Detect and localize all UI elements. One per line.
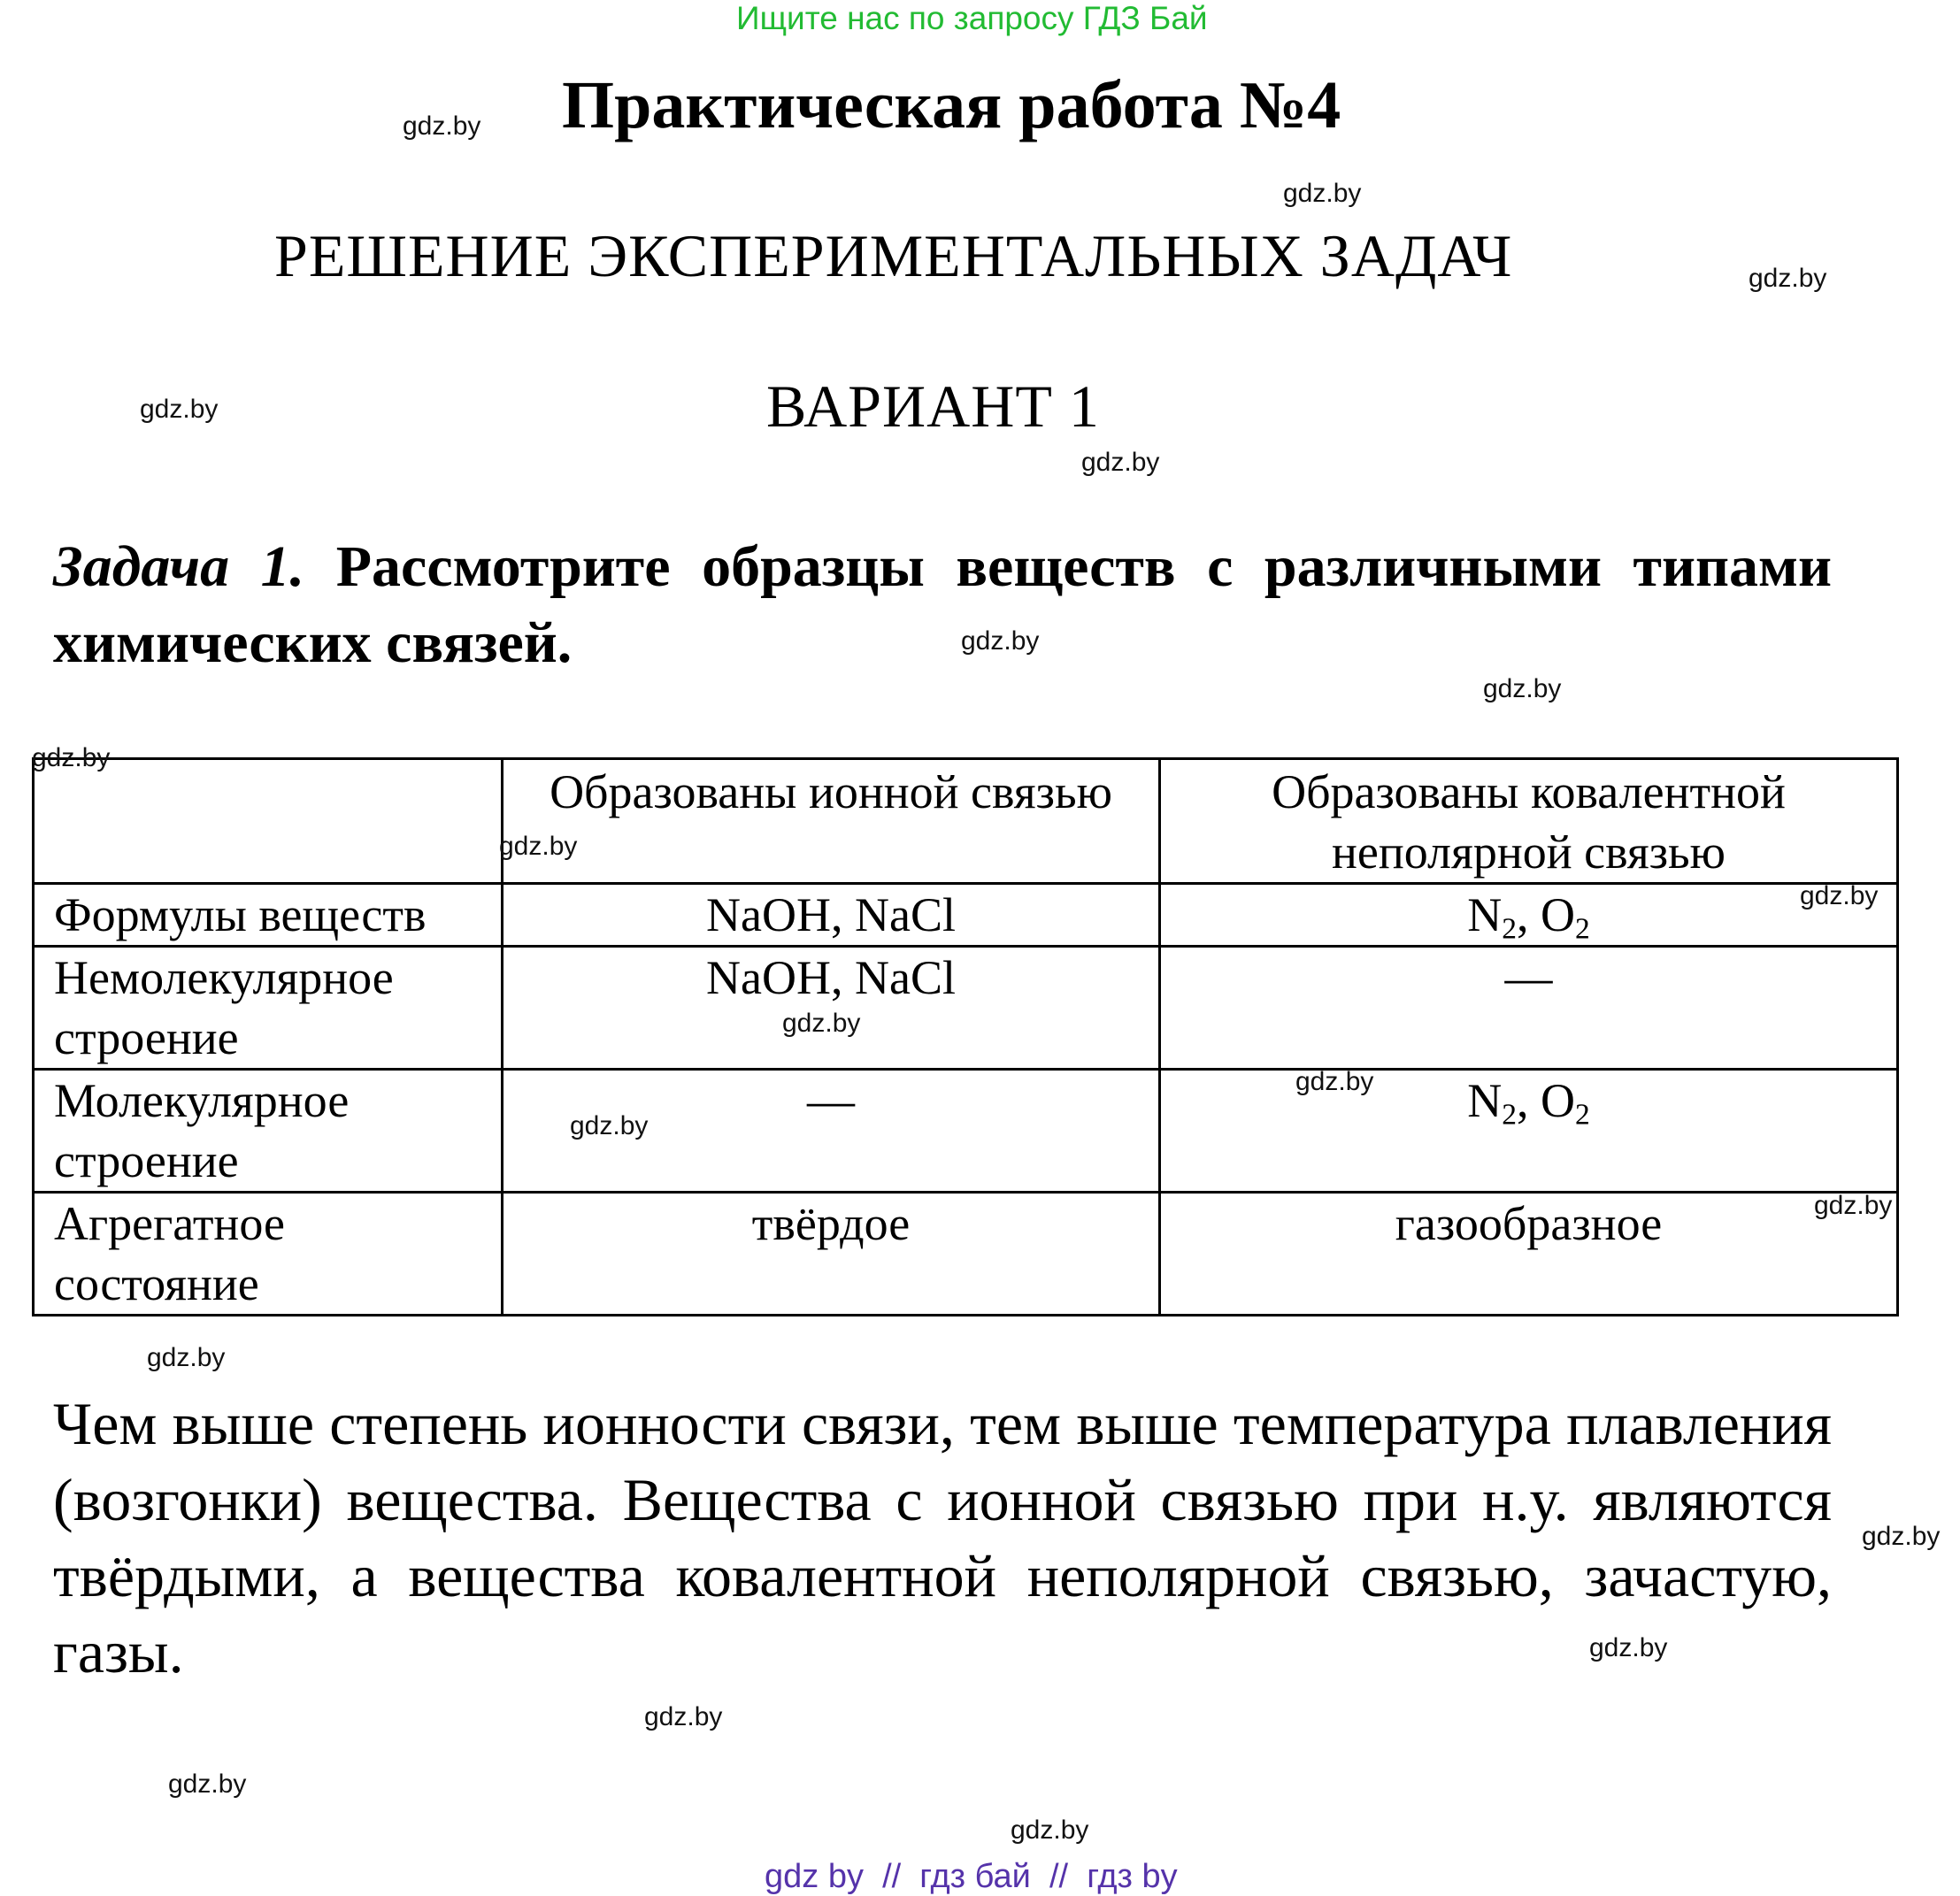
task-statement [53, 529, 1832, 681]
task-label: Задача 1. [53, 534, 305, 599]
cell-covalent: $N_2$, $O_2$ [1160, 884, 1898, 947]
search-banner: Ищите нас по запросу ГДЗ Бай [736, 0, 1208, 36]
watermark: gdz.by [1283, 179, 1362, 208]
table-row [34, 947, 1898, 1070]
cell-ionic: NaOH, NaCl [503, 947, 1160, 1070]
conclusion-text: Чем выше степень ионности связи, тем выше температура плавления (возгонки) вещества. Вещества с ионной связью при н.у. являются твёрдыми, а вещества ковалентной неполярной связью, зачастую, газы. [53, 1390, 1832, 1685]
cell-ionic: — [503, 1070, 1160, 1193]
watermark: gdz.by [644, 1702, 723, 1731]
row-label: Молекулярное строение [34, 1070, 503, 1193]
watermark: gdz.by [1814, 1191, 1893, 1220]
row-label: Немолекулярное строение [34, 947, 503, 1070]
watermark: gdz.by [1749, 264, 1827, 293]
watermark: gdz.by [1081, 448, 1160, 477]
cell-ionic: твёрдое [503, 1193, 1160, 1316]
watermark: gdz.by [147, 1343, 226, 1372]
watermark: gdz.by [570, 1111, 649, 1140]
watermark: gdz.by [1800, 881, 1879, 910]
watermark: gdz.by [1295, 1067, 1374, 1096]
variant-heading: ВАРИАНТ 1 [766, 372, 1100, 440]
cell-covalent: газообразное [1160, 1193, 1898, 1316]
row-label: Формулы веществ [34, 884, 503, 947]
table-row [34, 884, 1898, 947]
watermark: gdz.by [32, 743, 111, 772]
cell-covalent: $N_2$, $O_2$ [1160, 1070, 1898, 1193]
watermark: gdz.by [140, 395, 219, 424]
table-header-row [34, 759, 1898, 884]
row-label: Агрегатное состояние [34, 1193, 503, 1316]
table-row [34, 1070, 1898, 1193]
watermark: gdz.by [1011, 1815, 1089, 1845]
page-subtitle: РЕШЕНИЕ ЭКСПЕРИМЕНТАЛЬНЫХ ЗАДАЧ [274, 222, 1513, 289]
cell-covalent: — [1160, 947, 1898, 1070]
watermark: gdz.by [1862, 1522, 1941, 1551]
watermark: gdz.by [168, 1769, 247, 1799]
watermark: gdz.by [782, 1009, 861, 1038]
watermark: gdz.by [961, 626, 1040, 656]
task-text: Рассмотрите образцы веществ с различными типами химических связей. [53, 534, 1832, 675]
watermark: gdz.by [499, 832, 578, 861]
watermark: gdz.by [403, 111, 481, 141]
table-header-empty [34, 759, 503, 884]
table-header-covalent: Образованы ковалентной неполярной связью [1160, 759, 1898, 884]
table-header-ionic: Образованы ионной связью [503, 759, 1160, 884]
bonds-table [32, 757, 1899, 1316]
page-title: Практическая работа №4 [562, 68, 1341, 142]
footer-links[interactable]: gdz by // гдз бай // гдз by [765, 1858, 1178, 1895]
cell-ionic: NaOH, NaCl [503, 884, 1160, 947]
watermark: gdz.by [1483, 674, 1562, 703]
table-row [34, 1193, 1898, 1316]
watermark: gdz.by [1589, 1633, 1668, 1662]
